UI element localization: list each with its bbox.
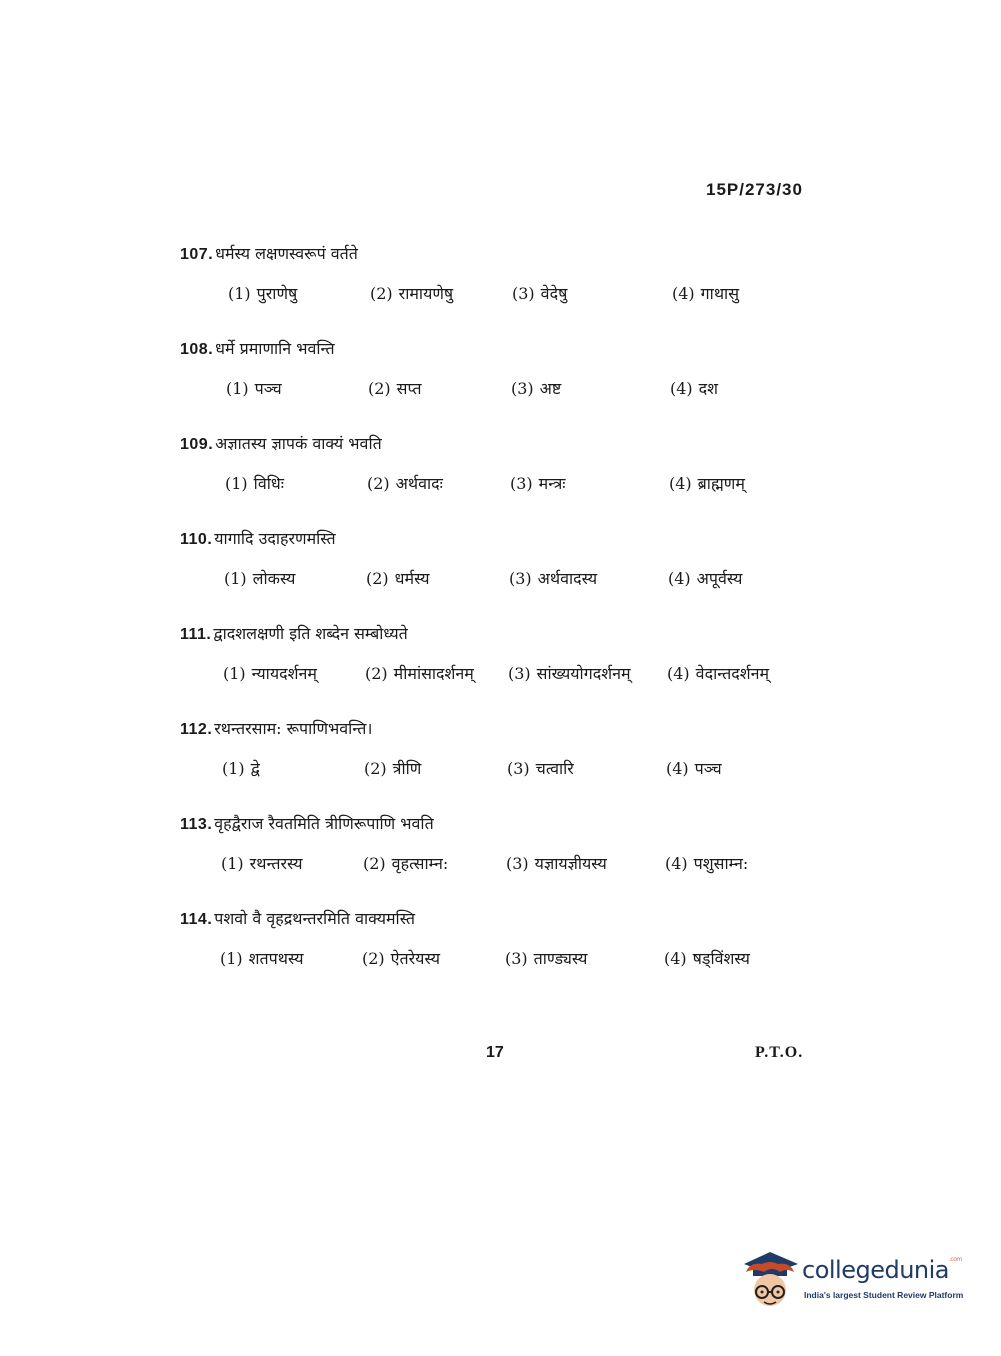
question-text: अज्ञातस्य ज्ञापकं वाक्यं भवति bbox=[215, 434, 382, 453]
option-2: (2) धर्मस्य bbox=[366, 569, 430, 588]
question-number: 107. bbox=[180, 246, 214, 263]
option-2: (2) ऐतरेयस्य bbox=[362, 949, 440, 968]
question-107 bbox=[180, 242, 820, 308]
question-text: द्वादशलक्षणी इति शब्देन सम्बोध्यते bbox=[213, 624, 408, 643]
option-1: (1) शतपथस्य bbox=[220, 949, 304, 968]
options bbox=[180, 472, 820, 498]
question-number: 113. bbox=[180, 816, 213, 833]
option-3: (3) यज्ञायज्ञीयस्य bbox=[506, 854, 607, 873]
question-text: यागादि उदाहरणमस्ति bbox=[214, 529, 336, 548]
question-111 bbox=[180, 622, 820, 688]
question-number: 110. bbox=[180, 531, 213, 548]
question-text: पशवो वै वृहद्रथन्तरमिति वाक्यमस्ति bbox=[214, 909, 416, 928]
options bbox=[180, 757, 820, 783]
question-113 bbox=[180, 812, 820, 878]
option-1: (1) द्वे bbox=[222, 759, 260, 778]
option-2: (2) मीमांसादर्शनम् bbox=[365, 664, 474, 683]
option-3: (3) अष्ट bbox=[511, 379, 562, 398]
option-4: (4) पशुसाम्न: bbox=[665, 854, 749, 873]
option-4: (4) ब्राह्मणम् bbox=[669, 474, 745, 493]
option-4: (4) वेदान्तदर्शनम् bbox=[667, 664, 770, 683]
question-text: धर्मे प्रमाणानि भवन्ति bbox=[215, 339, 335, 358]
question-114 bbox=[180, 907, 820, 973]
option-3: (3) ताण्ड्यस्य bbox=[505, 949, 588, 968]
option-4: (4) दश bbox=[670, 379, 719, 398]
option-4: (4) अपूर्वस्य bbox=[668, 569, 743, 588]
option-3: (3) वेदेषु bbox=[512, 284, 568, 303]
question-108 bbox=[180, 337, 820, 403]
option-2: (2) त्रीणि bbox=[364, 759, 422, 778]
option-4: (4) गाथासु bbox=[672, 284, 740, 303]
question-text: रथन्तरसाम: रूपाणिभवन्ति। bbox=[214, 719, 373, 738]
option-2: (2) अर्थवादः bbox=[367, 474, 443, 493]
question-112 bbox=[180, 717, 820, 783]
options bbox=[180, 662, 820, 688]
page-number: 17 bbox=[486, 1044, 504, 1061]
option-4: (4) षड्विंशस्य bbox=[664, 949, 750, 968]
question-text: धर्मस्य लक्षणस्वरूपं वर्तते bbox=[215, 244, 358, 263]
question-number: 109. bbox=[180, 436, 214, 453]
paper-code: 15P/273/30 bbox=[706, 180, 803, 199]
question-110 bbox=[180, 527, 820, 593]
question-number: 112. bbox=[180, 721, 213, 738]
question-109 bbox=[180, 432, 820, 498]
question-number: 111. bbox=[180, 626, 212, 643]
collegedunia-watermark bbox=[740, 1250, 970, 1314]
question-number: 108. bbox=[180, 341, 214, 358]
option-2: (2) वृहत्साम्न: bbox=[363, 854, 449, 873]
question-text: वृहद्वैराज रैवतमिति त्रीणिरूपाणि भवति bbox=[214, 814, 434, 833]
option-1: (1) विधिः bbox=[225, 474, 284, 493]
option-1: (1) न्यायदर्शनम् bbox=[223, 664, 317, 683]
option-1: (1) पञ्च bbox=[226, 379, 282, 398]
question-number: 114. bbox=[180, 911, 213, 928]
logo-tagline: India's largest Student Review Platform bbox=[804, 1290, 964, 1300]
option-4: (4) पञ्च bbox=[666, 759, 722, 778]
pto-label: P.T.O. bbox=[755, 1044, 804, 1061]
options bbox=[180, 282, 820, 308]
option-3: (3) सांख्ययोगदर्शनम् bbox=[508, 664, 631, 683]
option-1: (1) लोकस्य bbox=[224, 569, 296, 588]
option-1: (1) रथन्तरस्य bbox=[221, 854, 303, 873]
option-3: (3) चत्वारि bbox=[507, 759, 574, 778]
options bbox=[180, 377, 820, 403]
option-2: (2) सप्त bbox=[368, 379, 422, 398]
option-2: (2) रामायणेषु bbox=[370, 284, 454, 303]
options bbox=[180, 567, 820, 593]
logo-name: collegedunia$^{.com}$ bbox=[802, 1256, 962, 1284]
option-3: (3) अर्थवादस्य bbox=[509, 569, 598, 588]
option-3: (3) मन्त्रः bbox=[510, 474, 566, 493]
mascot-icon bbox=[740, 1250, 800, 1314]
option-1: (1) पुराणेषु bbox=[228, 284, 298, 303]
options bbox=[180, 947, 820, 973]
options bbox=[180, 852, 820, 878]
